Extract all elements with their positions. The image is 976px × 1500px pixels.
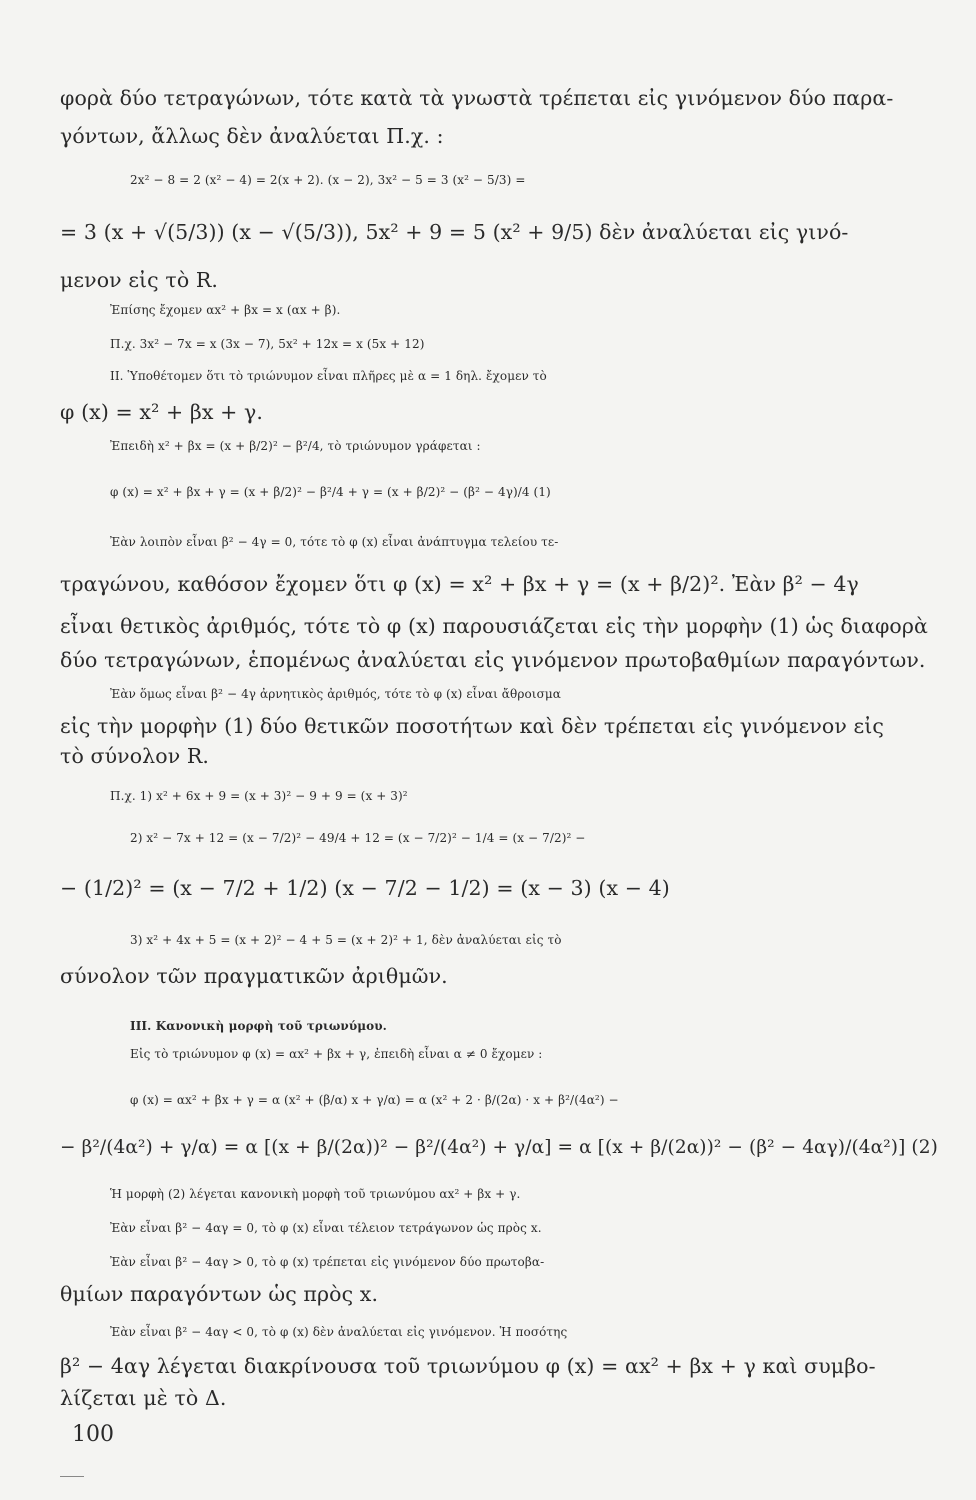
text-line: Ἐπειδὴ x² + βx = (x + β/2)² − β²/4, τὸ τριώνυμον γράφεται : [110,439,481,453]
equation-line: 2x² − 8 = 2 (x² − 4) = 2(x + 2). (x − 2), 3x² − 5 = 3 (x² − 5/3) = [130,173,526,187]
text-line: Ἐὰν λοιπὸν εἶναι β² − 4γ = 0, τότε τὸ φ (x) εἶναι ἀνάπτυγμα τελείου τε- [110,535,559,549]
text-line: τραγώνου, καθόσον ἔχομεν ὅτι φ (x) = x² + βx + γ = (x + β/2)². Ἐὰν β² − 4γ [60,572,859,596]
text-line: β² − 4αγ λέγεται διακρίνουσα τοῦ τριωνύμου φ (x) = αx² + βx + γ καὶ συμβο- [60,1354,876,1378]
equation-line: 2) x² − 7x + 12 = (x − 7/2)² − 49/4 + 12 = (x − 7/2)² − 1/4 = (x − 7/2)² − [130,831,586,845]
text-line: Ἐὰν εἶναι β² − 4αγ = 0, τὸ φ (x) εἶναι τέλειον τετράγωνον ὡς πρὸς x. [110,1221,542,1235]
text-line: II. Ὑποθέτομεν ὅτι τὸ τριώνυμον εἶναι πλῆρες μὲ α = 1 δηλ. ἔχομεν τὸ [110,369,547,383]
equation-line: φ (x) = αx² + βx + γ = α (x² + (β/α) x + γ/α) = α (x² + 2 · β/(2α) · x + β²/(4α²) − [130,1093,619,1107]
bottom-divider [60,1476,84,1477]
equation-line: = 3 (x + √(5/3)) (x − √(5/3)), 5x² + 9 = 5 (x² + 9/5) δὲν ἀναλύεται εἰς γινό- [60,220,849,244]
text-line: μενον εἰς τὸ R. [60,268,219,292]
page-number: 100 [72,1422,114,1447]
text-line: σύνολον τῶν πραγματικῶν ἀριθμῶν. [60,964,448,988]
text-line: Ἐὰν ὅμως εἶναι β² − 4γ ἀρνητικὸς ἀριθμός, τότε τὸ φ (x) εἶναι ἄθροισμα [110,687,562,701]
equation-line: φ (x) = x² + βx + γ = (x + β/2)² − β²/4 + γ = (x + β/2)² − (β² − 4γ)/4 (1) [110,485,551,499]
equation-line: Π.χ. 1) x² + 6x + 9 = (x + 3)² − 9 + 9 = (x + 3)² [110,789,408,803]
section-heading: III. Κανονικὴ μορφὴ τοῦ τριωνύμου. [130,1019,387,1033]
text-line: εἰς τὴν μορφὴν (1) δύο θετικῶν ποσοτήτων καὶ δὲν τρέπεται εἰς γινόμενον εἰς [60,714,884,738]
text-line: δύο τετραγώνων, ἑπομένως ἀναλύεται εἰς γινόμενον πρωτοβαθμίων παραγόντων. [60,648,926,672]
text-line: Ἐὰν εἶναι β² − 4αγ < 0, τὸ φ (x) δὲν ἀναλύεται εἰς γινόμενον. Ἡ ποσότης [110,1325,568,1339]
text-line: Ἐὰν εἶναι β² − 4αγ > 0, τὸ φ (x) τρέπεται εἰς γινόμενον δύο πρωτοβα- [110,1255,545,1269]
text-line: Ἡ μορφὴ (2) λέγεται κανονικὴ μορφὴ τοῦ τριωνύμου αx² + βx + γ. [110,1187,521,1201]
text-line: τὸ σύνολον R. [60,744,210,768]
text-line: εἶναι θετικὸς ἀριθμός, τότε τὸ φ (x) παρουσιάζεται εἰς τὴν μορφὴν (1) ὡς διαφορὰ [60,614,928,638]
equation-line: Π.χ. 3x² − 7x = x (3x − 7), 5x² + 12x = x (5x + 12) [110,337,425,351]
equation-line: − (1/2)² = (x − 7/2 + 1/2) (x − 7/2 − 1/2) = (x − 3) (x − 4) [60,876,670,900]
equation-line: φ (x) = x² + βx + γ. [60,400,264,424]
text-line: Εἰς τὸ τριώνυμον φ (x) = αx² + βx + γ, ἐπειδὴ εἶναι α ≠ 0 ἔχομεν : [130,1047,543,1061]
text-line: φορὰ δύο τετραγώνων, τότε κατὰ τὰ γνωστὰ τρέπεται εἰς γινόμενον δύο παρα- [60,86,894,110]
text-line: γόντων, ἄλλως δὲν ἀναλύεται Π.χ. : [60,124,444,148]
equation-line: 3) x² + 4x + 5 = (x + 2)² − 4 + 5 = (x + 2)² + 1, δὲν ἀναλύεται εἰς τὸ [130,933,562,947]
text-line: Ἐπίσης ἔχομεν αx² + βx = x (αx + β). [110,303,341,317]
text-line: λίζεται μὲ τὸ Δ. [60,1386,227,1410]
text-line: θμίων παραγόντων ὡς πρὸς x. [60,1282,379,1306]
equation-line: − β²/(4α²) + γ/α) = α [(x + β/(2α))² − β²/(4α²) + γ/α] = α [(x + β/(2α))² − (β² − 4αγ)/(4α²)] (2) [60,1137,938,1158]
